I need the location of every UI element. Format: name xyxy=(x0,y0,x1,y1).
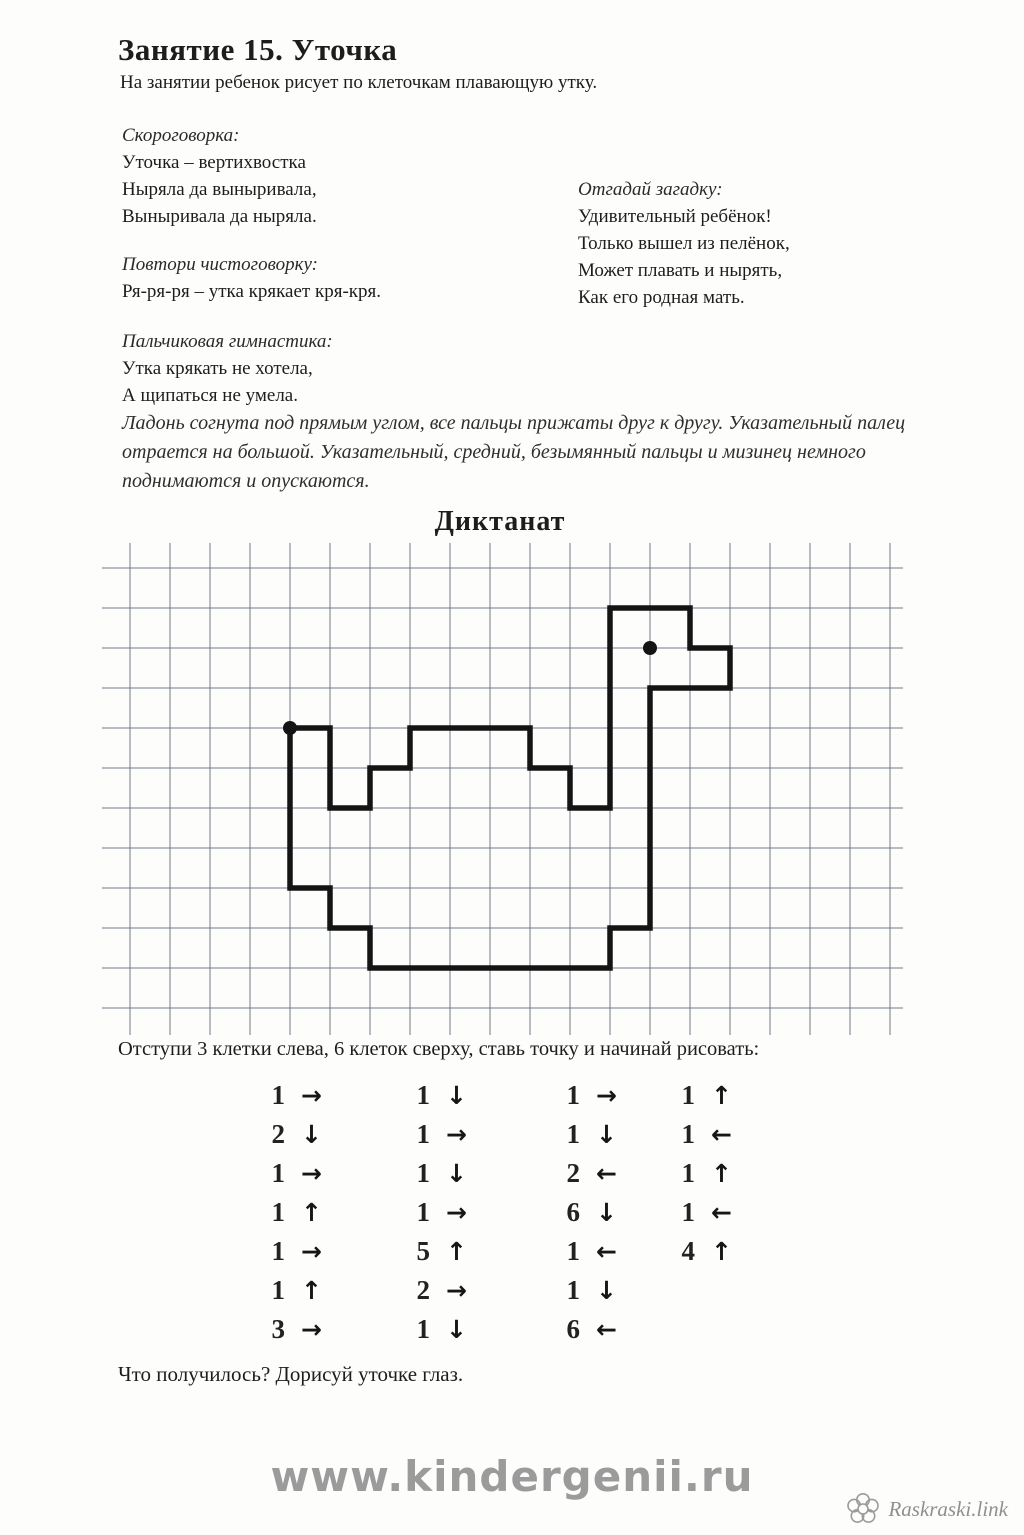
riddle-line: Может плавать и нырять, xyxy=(578,260,783,281)
step-arrow-down-icon: ↓ xyxy=(596,1198,617,1227)
step-arrow-right-icon: → xyxy=(446,1198,467,1227)
step-count: 1 xyxy=(416,1197,430,1227)
dictation-step xyxy=(550,1193,617,1232)
finger-gym-heading: Пальчиковая гимнастика: xyxy=(122,331,333,352)
step-arrow-down-icon: ↓ xyxy=(446,1081,467,1110)
step-arrow-right-icon: → xyxy=(301,1315,322,1344)
dictation-step xyxy=(550,1232,617,1271)
tongue-twister-heading: Скороговорка: xyxy=(122,125,240,146)
dictation-step xyxy=(400,1310,467,1349)
step-count: 1 xyxy=(416,1080,430,1110)
step-arrow-left-icon: ← xyxy=(596,1237,617,1266)
dictation-step xyxy=(665,1115,732,1154)
step-arrow-up-icon: ↑ xyxy=(301,1198,322,1227)
finger-gym-description: Ладонь согнута под прямым углом, все пальцы прижаты друг к другу. Указательный палец отрается на большой. Указательный, средний, безымянный пальцы и мизинец немного поднимаются и опускаются. xyxy=(122,412,906,492)
pure-speech-section xyxy=(122,251,381,305)
step-count: 1 xyxy=(271,1158,285,1188)
dictation-step xyxy=(665,1076,732,1115)
dictation-step xyxy=(400,1115,467,1154)
dictation-step xyxy=(255,1076,322,1115)
step-arrow-down-icon: ↓ xyxy=(596,1276,617,1305)
step-count: 1 xyxy=(566,1080,580,1110)
riddle-heading: Отгадай загадку: xyxy=(578,179,723,200)
step-count: 1 xyxy=(416,1314,430,1344)
watermark-text: Raskraski.link xyxy=(888,1496,1008,1521)
step-count: 1 xyxy=(271,1080,285,1110)
tongue-twister-line: Ныряла да выныривала, xyxy=(122,179,317,200)
dictation-title: Диктанат xyxy=(434,506,566,537)
step-arrow-right-icon: → xyxy=(301,1159,322,1188)
dictation-step xyxy=(665,1193,732,1232)
dictation-column xyxy=(255,1076,322,1349)
step-arrow-up-icon: ↑ xyxy=(711,1237,732,1266)
step-count: 1 xyxy=(271,1236,285,1266)
dictation-step xyxy=(255,1310,322,1349)
step-arrow-right-icon: → xyxy=(596,1081,617,1110)
dictation-grid-figure xyxy=(95,530,915,1045)
finger-gym-line: Утка крякать не хотела, xyxy=(122,358,313,379)
step-arrow-down-icon: ↓ xyxy=(446,1315,467,1344)
tongue-twister-line: Уточка – вертихвостка xyxy=(122,152,306,173)
step-count: 1 xyxy=(566,1275,580,1305)
dictation-column xyxy=(400,1076,467,1349)
dictation-step xyxy=(550,1076,617,1115)
finger-gym-section xyxy=(122,328,333,409)
step-count: 6 xyxy=(566,1197,580,1227)
dictation-question: Что получилось? Дорисуй уточке глаз. xyxy=(118,1362,464,1386)
step-arrow-left-icon: ← xyxy=(596,1159,617,1188)
dictation-step xyxy=(255,1271,322,1310)
step-arrow-down-icon: ↓ xyxy=(446,1159,467,1188)
dictation-step xyxy=(550,1115,617,1154)
dictation-step xyxy=(400,1154,467,1193)
dictation-step xyxy=(550,1271,617,1310)
dictation-step xyxy=(550,1310,617,1349)
dictation-step xyxy=(665,1232,732,1271)
dictation-steps xyxy=(0,1076,1024,1356)
site-footer: www.kindergenii.ru xyxy=(270,1452,754,1501)
grid-lines xyxy=(102,543,903,1035)
dictation-column xyxy=(665,1076,732,1271)
dictation-step xyxy=(400,1271,467,1310)
step-arrow-left-icon: ← xyxy=(711,1198,732,1227)
step-arrow-up-icon: ↑ xyxy=(301,1276,322,1305)
step-count: 1 xyxy=(681,1119,695,1149)
step-arrow-up-icon: ↑ xyxy=(446,1237,467,1266)
step-arrow-right-icon: → xyxy=(301,1081,322,1110)
step-arrow-left-icon: ← xyxy=(711,1120,732,1149)
tongue-twister-line: Выныривала да ныряла. xyxy=(122,206,317,227)
step-count: 1 xyxy=(681,1080,695,1110)
step-arrow-down-icon: ↓ xyxy=(301,1120,322,1149)
step-count: 1 xyxy=(271,1275,285,1305)
step-count: 1 xyxy=(566,1236,580,1266)
watermark xyxy=(846,1492,1008,1526)
duck-path xyxy=(290,608,730,968)
dictation-column xyxy=(550,1076,617,1349)
step-count: 1 xyxy=(681,1197,695,1227)
step-arrow-left-icon: ← xyxy=(596,1315,617,1344)
eye-dot xyxy=(643,641,657,655)
dictation-step xyxy=(255,1154,322,1193)
pure-speech-heading: Повтори чистоговорку: xyxy=(122,254,318,275)
dictation-step xyxy=(665,1154,732,1193)
step-arrow-right-icon: → xyxy=(301,1237,322,1266)
dictation-step xyxy=(400,1193,467,1232)
step-arrow-right-icon: → xyxy=(446,1120,467,1149)
dictation-step xyxy=(255,1193,322,1232)
flower-icon xyxy=(846,1492,880,1526)
step-count: 1 xyxy=(681,1158,695,1188)
step-count: 2 xyxy=(566,1158,580,1188)
dictation-step xyxy=(550,1154,617,1193)
step-count: 1 xyxy=(271,1197,285,1227)
step-count: 1 xyxy=(416,1158,430,1188)
step-arrow-right-icon: → xyxy=(446,1276,467,1305)
dictation-step xyxy=(400,1232,467,1271)
step-count: 6 xyxy=(566,1314,580,1344)
step-count: 1 xyxy=(566,1119,580,1149)
finger-gym-line: А щипаться не умела. xyxy=(122,385,298,406)
pure-speech-line: Ря-ря-ря – утка крякает кря-кря. xyxy=(122,281,381,302)
step-arrow-up-icon: ↑ xyxy=(711,1081,732,1110)
step-count: 1 xyxy=(416,1119,430,1149)
page-subtitle: На занятии ребенок рисует по клеточкам плавающую утку. xyxy=(120,72,598,93)
step-count: 2 xyxy=(271,1119,285,1149)
step-count: 2 xyxy=(416,1275,430,1305)
step-count: 5 xyxy=(416,1236,430,1266)
step-count: 4 xyxy=(681,1236,695,1266)
start-dot xyxy=(283,721,297,735)
step-arrow-up-icon: ↑ xyxy=(711,1159,732,1188)
riddle-section xyxy=(578,176,790,311)
dictation-step xyxy=(255,1115,322,1154)
riddle-line: Только вышел из пелёнок, xyxy=(578,233,790,254)
riddle-line: Удивительный ребёнок! xyxy=(578,206,772,227)
step-count: 3 xyxy=(271,1314,285,1344)
page-title: Занятие 15. Уточка xyxy=(118,32,398,67)
dictation-instruction: Отступи 3 клетки слева, 6 клеток сверху, ставь точку и начинай рисовать: xyxy=(118,1038,760,1060)
riddle-line: Как его родная мать. xyxy=(578,287,745,308)
tongue-twister-section xyxy=(122,122,317,230)
dictation-step xyxy=(400,1076,467,1115)
step-arrow-down-icon: ↓ xyxy=(596,1120,617,1149)
dictation-step xyxy=(255,1232,322,1271)
